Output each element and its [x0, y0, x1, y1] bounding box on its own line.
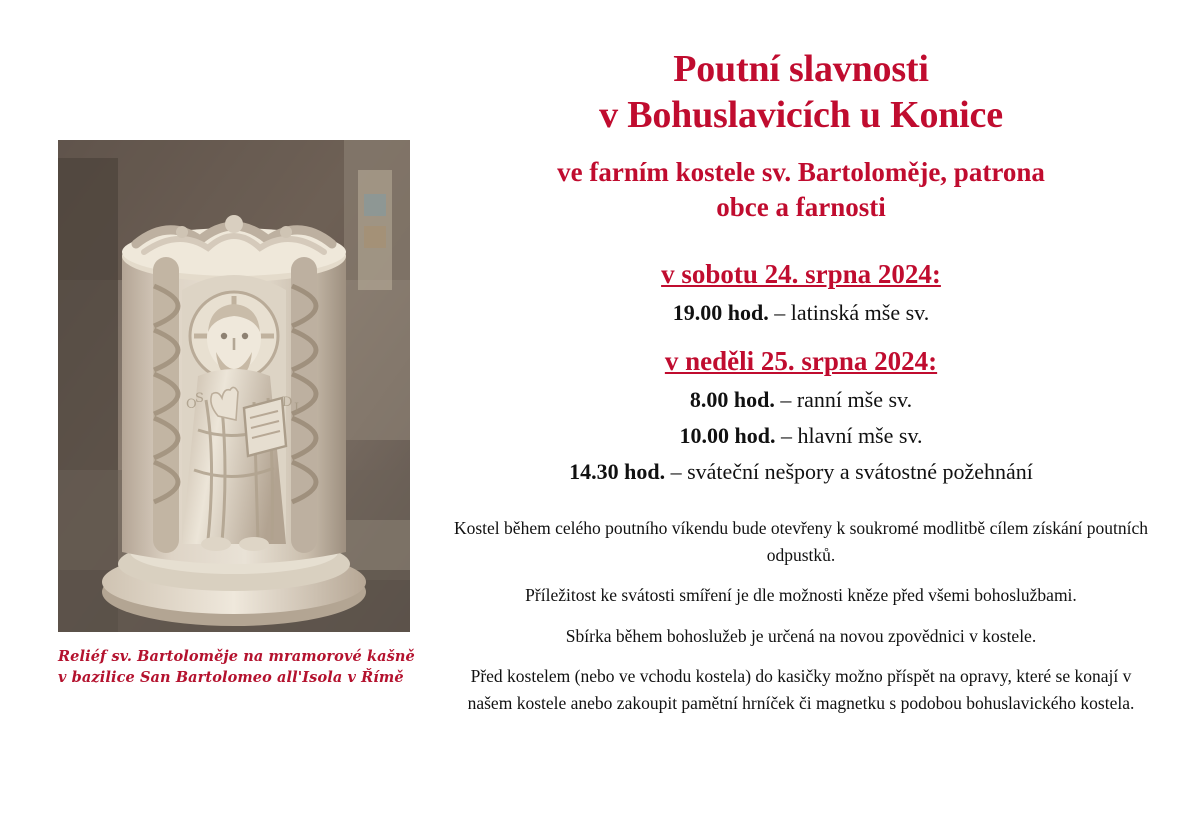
note-paragraph: Sbírka během bohoslužeb je určená na novou zpovědnici v kostele.: [565, 625, 1037, 646]
svg-text:I: I: [294, 401, 300, 416]
event-time: 14.30 hod.: [569, 458, 666, 484]
event-dash: –: [768, 299, 791, 325]
schedule-event: [450, 300, 1152, 326]
relief-photo: [58, 140, 410, 632]
svg-text:D: D: [282, 395, 293, 410]
caption-line-2: v bazilice San Bartolomeo all'Isola v Římě: [58, 669, 404, 687]
event-dash: –: [775, 422, 798, 448]
notes: [450, 515, 1152, 717]
schedule-event: [450, 423, 1152, 449]
schedule: [450, 259, 1152, 485]
schedule-day-heading: v sobotu 24. srpna 2024:: [661, 258, 941, 289]
title-line-1: Poutní slavnosti: [673, 48, 929, 90]
event-dash: –: [774, 386, 797, 412]
subtitle-line-2: obce a farnosti: [716, 191, 886, 222]
title-line-2: v Bohuslavicích u Konice: [599, 94, 1003, 137]
note-paragraph: Příležitost ke svátosti smíření je dle možnosti kněze před všemi bohoslužbami.: [525, 585, 1077, 606]
text-column: [440, 0, 1200, 840]
schedule-event: [450, 387, 1152, 413]
event-time: 10.00 hod.: [679, 422, 776, 448]
poster-title: [450, 46, 1152, 139]
relief-photo-illustration: [58, 140, 410, 632]
event-dash: –: [665, 458, 688, 484]
schedule-day-heading: v neděli 25. srpna 2024:: [664, 345, 938, 376]
image-caption: [58, 646, 428, 688]
event-text: sváteční nešpory a svátostné požehnání: [687, 458, 1033, 484]
schedule-event: [450, 459, 1152, 485]
svg-text:O: O: [186, 397, 197, 412]
caption-line-1: Reliéf sv. Bartoloměje na mramorové kašně: [58, 648, 415, 665]
event-text: latinská mše sv.: [790, 299, 930, 325]
svg-text:S: S: [195, 391, 204, 406]
note-paragraph: Kostel během celého poutního víkendu bude otevřeny k soukromé modlitbě cílem získání poutních odpustků.: [453, 517, 1148, 565]
event-text: hlavní mše sv.: [797, 422, 923, 448]
event-time: 19.00 hod.: [672, 299, 769, 325]
subtitle-line-1: ve farním kostele sv. Bartoloměje, patrona: [557, 156, 1045, 187]
event-time: 8.00 hod.: [689, 386, 775, 412]
note-paragraph: Před kostelem (nebo ve vchodu kostela) do kasičky možno příspět na opravy, které se konají v našem kostele anebo zakoupit pamětní hrníček či magnetku s podobou bohuslavického kostela.: [467, 666, 1135, 713]
event-text: ranní mše sv.: [796, 386, 913, 412]
image-column: [0, 0, 440, 840]
poster-subtitle: [450, 155, 1152, 225]
